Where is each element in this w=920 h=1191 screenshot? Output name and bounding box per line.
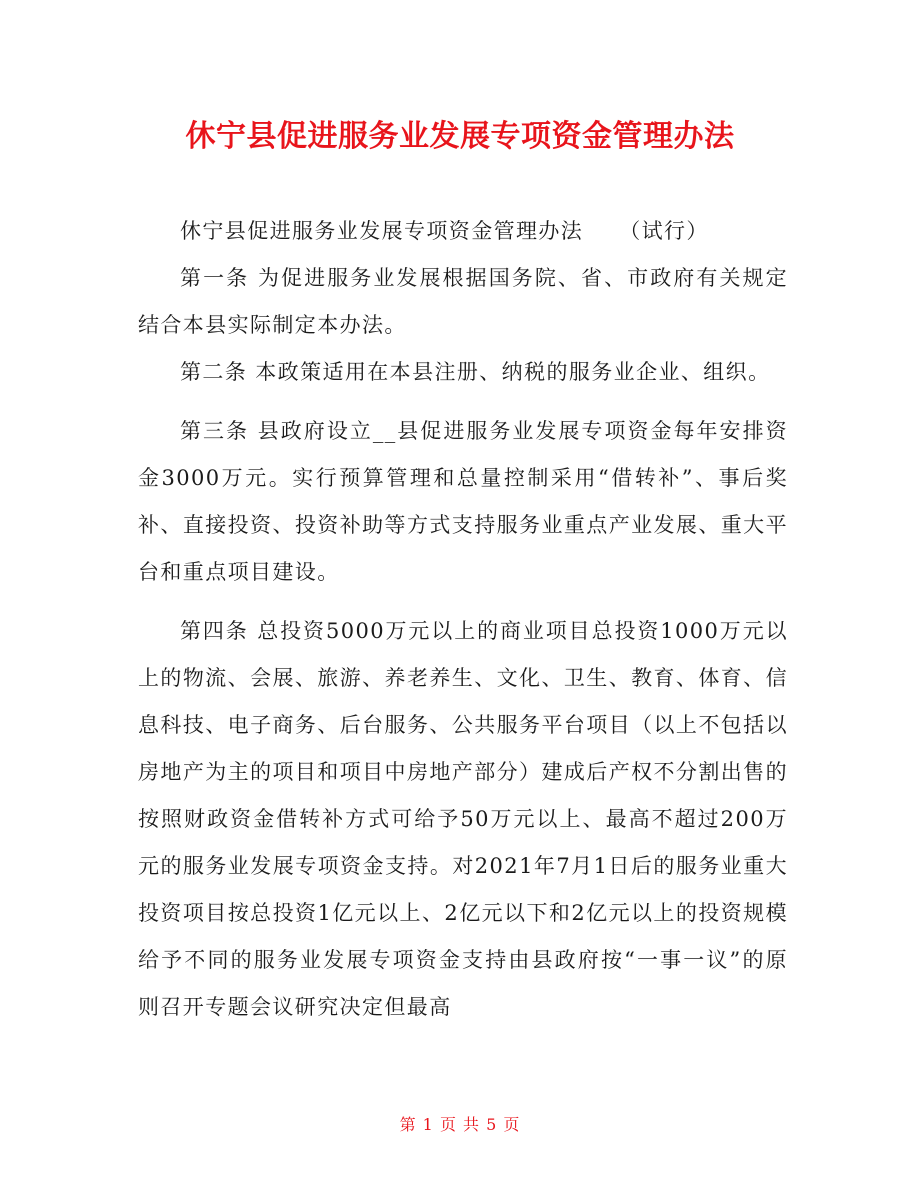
- page-footer: [0, 1114, 920, 1136]
- subtitle-text: 休宁县促进服务业发展专项资金管理办法: [180, 219, 584, 243]
- document-subtitle: [138, 208, 788, 255]
- article-1: 第一条 为促进服务业发展根据国务院、省、市政府有关规定结合本县实际制定本办法。: [138, 266, 788, 337]
- article-3: 第三条 县政府设立__县促进服务业发展专项资金每年安排资金3000万元。实行预算管理和总量控制采用“借转补”、事后奖补、直接投资、投资补助等方式支持服务业重点产业发展、重大平台和重点项目建设。: [138, 419, 788, 584]
- document-body: [138, 208, 788, 1043]
- document-title: 休宁县促进服务业发展专项资金管理办法: [185, 119, 735, 154]
- subtitle-tag: （试行）: [619, 219, 709, 243]
- article-4: 第四条 总投资5000万元以上的商业项目总投资1000万元以上的物流、会展、旅游、养老养生、文化、卫生、教育、体育、信息科技、电子商务、后台服务、公共服务平台项目（以上不包括以房地产为主的项目和项目中房地产部分）建成后产权不分割出售的按照财政资金借转补方式可给予50万元以上、最高不超过200万元的服务业发展专项资金支持。对2021年7月1日后的服务业重大投资项目按总投资1亿元以上、2亿元以下和2亿元以上的投资规模给予不同的服务业发展专项资金支持由县政府按“一事一议”的原则召开专题会议研究决定但最高: [138, 619, 788, 1019]
- article-2: 第二条 本政策适用在本县注册、纳税的服务业企业、组织。: [180, 360, 771, 384]
- page-number: 第 1 页 共 5 页: [399, 1115, 521, 1134]
